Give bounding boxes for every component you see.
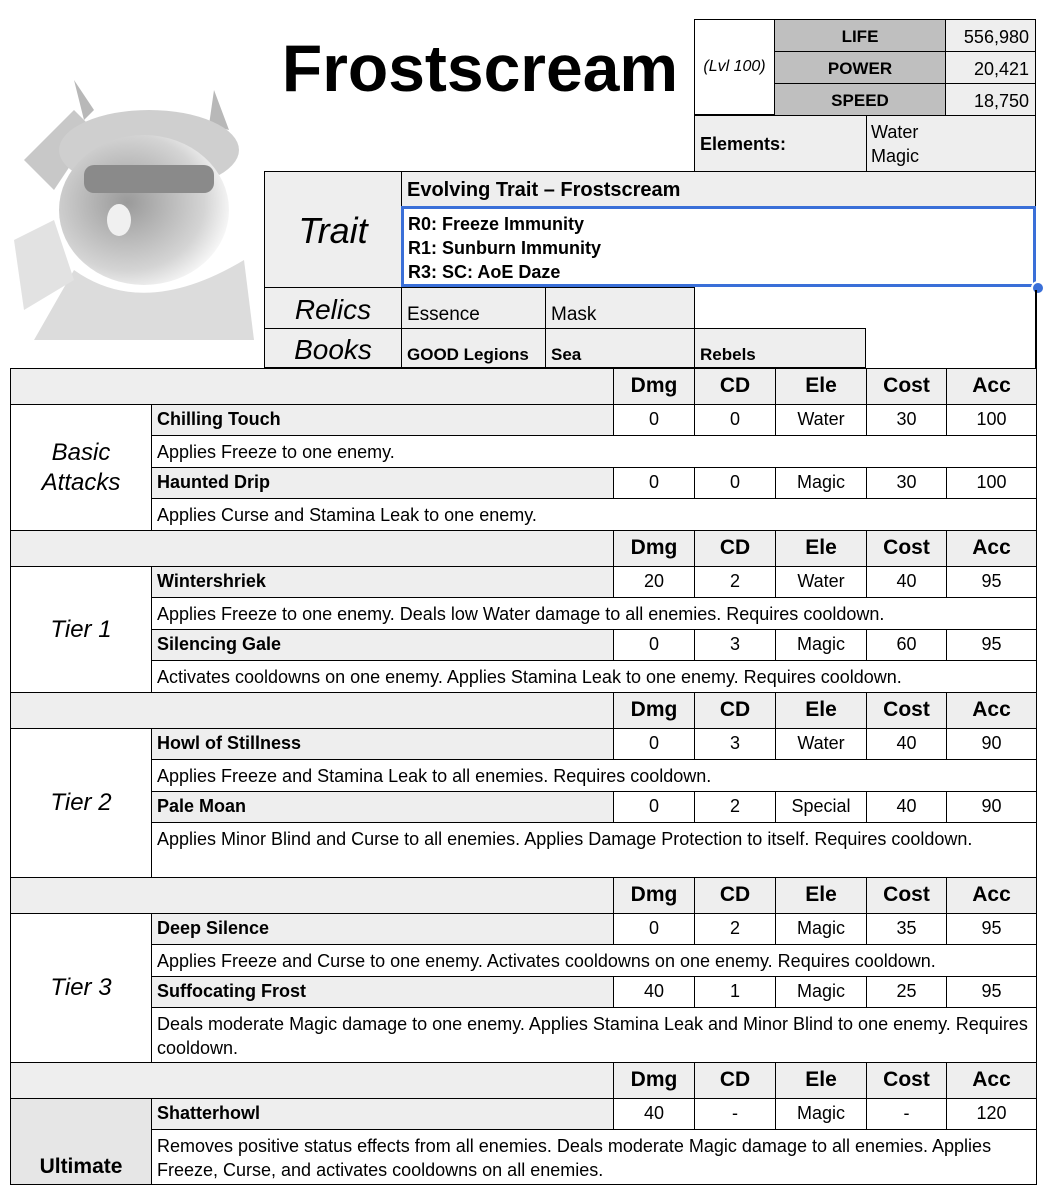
- life-value: 556,980: [945, 19, 1036, 52]
- books-label: [264, 328, 402, 368]
- section-label: [10, 913, 152, 1063]
- section-label: [10, 728, 152, 878]
- element-water: Water: [871, 122, 919, 142]
- skill-dmg: 0: [613, 913, 695, 945]
- skill-cost: 30: [866, 404, 947, 436]
- skill-cost: 40: [866, 728, 947, 760]
- skill-ele: Magic: [775, 913, 867, 945]
- relic-essence: Essence: [401, 287, 546, 329]
- life-label: LIFE: [774, 19, 946, 52]
- skill-description: Applies Minor Blind and Curse to all enemies. Applies Damage Protection to itself. Requires cooldown.: [151, 822, 1037, 878]
- skill-name: Howl of Stillness: [151, 728, 614, 760]
- trait-line-r1: R1: Sunburn Immunity: [408, 238, 601, 258]
- elements-values: [866, 115, 1036, 172]
- book-rebels: Rebels: [694, 328, 866, 368]
- column-header-acc: Acc: [946, 368, 1037, 405]
- column-header-ele: Ele: [775, 1062, 867, 1099]
- skill-acc: 95: [946, 976, 1037, 1008]
- skill-cd: 2: [694, 791, 776, 823]
- section-header-bar: [10, 1062, 614, 1099]
- skill-acc: 100: [946, 404, 1037, 436]
- section-label: [10, 566, 152, 693]
- skill-cd: 3: [694, 629, 776, 661]
- skill-ele: Water: [775, 404, 867, 436]
- skill-acc: 120: [946, 1098, 1037, 1130]
- trait-label-text: Trait: [298, 210, 368, 251]
- column-header-dmg: Dmg: [613, 877, 695, 914]
- trait-title: Evolving Trait – Frostscream: [401, 171, 1036, 207]
- skill-name: Silencing Gale: [151, 629, 614, 661]
- skill-description: Applies Freeze to one enemy. Deals low Water damage to all enemies. Requires cooldown.: [151, 597, 1037, 630]
- book-good-legions: GOOD Legions: [401, 328, 546, 368]
- column-header-cd: CD: [694, 1062, 776, 1099]
- column-header-ele: Ele: [775, 530, 867, 567]
- section-label-text: Basic Attacks: [41, 438, 121, 496]
- skill-description: Applies Freeze and Stamina Leak to all enemies. Requires cooldown.: [151, 759, 1037, 792]
- skill-acc: 90: [946, 791, 1037, 823]
- skill-cost: -: [866, 1098, 947, 1130]
- section-header-bar: [10, 368, 614, 405]
- goblin-hero-portrait-icon: [14, 70, 262, 340]
- section-label-text: Tier 3: [50, 974, 112, 1001]
- column-header-cost: Cost: [866, 368, 947, 405]
- skill-acc: 95: [946, 566, 1037, 598]
- skill-ele: Magic: [775, 976, 867, 1008]
- column-header-cost: Cost: [866, 530, 947, 567]
- column-header-dmg: Dmg: [613, 530, 695, 567]
- trait-label: [264, 171, 402, 288]
- trait-details[interactable]: [401, 206, 1036, 287]
- skill-ele: Special: [775, 791, 867, 823]
- skill-description: Deals moderate Magic damage to one enemy. Applies Stamina Leak and Minor Blind to one enemy. Requires cooldown.: [151, 1007, 1037, 1063]
- skill-cd: 2: [694, 566, 776, 598]
- skill-cd: 0: [694, 404, 776, 436]
- column-header-acc: Acc: [946, 877, 1037, 914]
- skill-cost: 25: [866, 976, 947, 1008]
- level-text: (Lvl 100): [703, 58, 766, 75]
- skill-description: Activates cooldowns on one enemy. Applies Stamina Leak to one enemy. Requires cooldown.: [151, 660, 1037, 693]
- skill-dmg: 40: [613, 976, 695, 1008]
- skill-cd: -: [694, 1098, 776, 1130]
- hero-portrait: [14, 70, 262, 340]
- skill-name: Suffocating Frost: [151, 976, 614, 1008]
- section-header-bar: [10, 877, 614, 914]
- skill-dmg: 0: [613, 791, 695, 823]
- skill-ele: Water: [775, 566, 867, 598]
- column-header-acc: Acc: [946, 530, 1037, 567]
- column-header-dmg: Dmg: [613, 1062, 695, 1099]
- section-header-bar: [10, 692, 614, 729]
- column-header-cost: Cost: [866, 877, 947, 914]
- speed-value: 18,750: [945, 83, 1036, 116]
- column-header-cd: CD: [694, 530, 776, 567]
- section-label-text: Tier 2: [50, 789, 112, 816]
- column-header-acc: Acc: [946, 692, 1037, 729]
- power-value: 20,421: [945, 51, 1036, 84]
- selection-handle[interactable]: [1031, 281, 1045, 295]
- skill-dmg: 0: [613, 404, 695, 436]
- skill-name: Chilling Touch: [151, 404, 614, 436]
- skill-cd: 2: [694, 913, 776, 945]
- skill-acc: 95: [946, 913, 1037, 945]
- skill-name: Shatterhowl: [151, 1098, 614, 1130]
- skill-ele: Water: [775, 728, 867, 760]
- skill-dmg: 40: [613, 1098, 695, 1130]
- book-sea: Sea: [545, 328, 695, 368]
- column-header-cost: Cost: [866, 1062, 947, 1099]
- section-label: [10, 1098, 152, 1185]
- skill-ele: Magic: [775, 467, 867, 499]
- skill-cd: 3: [694, 728, 776, 760]
- divider-line: [1035, 290, 1037, 368]
- skill-name: Wintershriek: [151, 566, 614, 598]
- relics-label-text: Relics: [294, 294, 372, 325]
- skill-acc: 95: [946, 629, 1037, 661]
- skill-dmg: 20: [613, 566, 695, 598]
- skill-ele: Magic: [775, 1098, 867, 1130]
- skill-dmg: 0: [613, 629, 695, 661]
- section-label: [10, 404, 152, 531]
- section-header-bar: [10, 530, 614, 567]
- skill-cd: 1: [694, 976, 776, 1008]
- skill-description: Applies Freeze and Curse to one enemy. Activates cooldowns on one enemy. Requires cooldown.: [151, 944, 1037, 977]
- column-header-cd: CD: [694, 692, 776, 729]
- elements-label-text: Elements:: [700, 134, 787, 154]
- column-header-cd: CD: [694, 368, 776, 405]
- section-label-text: Ultimate: [39, 1155, 123, 1178]
- skill-description: Applies Freeze to one enemy.: [151, 435, 1037, 468]
- hero-name: Frostscream: [281, 31, 679, 105]
- column-header-cd: CD: [694, 877, 776, 914]
- element-magic: Magic: [871, 146, 920, 166]
- skill-description: Applies Curse and Stamina Leak to one enemy.: [151, 498, 1037, 531]
- column-header-cost: Cost: [866, 692, 947, 729]
- column-header-ele: Ele: [775, 692, 867, 729]
- power-label: POWER: [774, 51, 946, 84]
- skill-dmg: 0: [613, 728, 695, 760]
- skill-description: Removes positive status effects from all enemies. Deals moderate Magic damage to all enemies. Applies Freeze, Curse, and activates cooldowns on all enemies.: [151, 1129, 1037, 1185]
- skill-name: Pale Moan: [151, 791, 614, 823]
- section-label-text: Tier 1: [50, 615, 112, 643]
- relic-mask: Mask: [545, 287, 695, 329]
- skill-acc: 100: [946, 467, 1037, 499]
- column-header-ele: Ele: [775, 877, 867, 914]
- skill-name: Deep Silence: [151, 913, 614, 945]
- skill-cd: 0: [694, 467, 776, 499]
- skill-ele: Magic: [775, 629, 867, 661]
- skill-cost: 40: [866, 791, 947, 823]
- skill-cost: 40: [866, 566, 947, 598]
- column-header-ele: Ele: [775, 368, 867, 405]
- column-header-acc: Acc: [946, 1062, 1037, 1099]
- skill-cost: 30: [866, 467, 947, 499]
- skill-dmg: 0: [613, 467, 695, 499]
- books-label-text: Books: [294, 334, 372, 365]
- column-header-dmg: Dmg: [613, 692, 695, 729]
- skill-name: Haunted Drip: [151, 467, 614, 499]
- speed-label: SPEED: [774, 83, 946, 116]
- trait-line-r0: R0: Freeze Immunity: [408, 214, 585, 234]
- trait-line-r3: R3: SC: AoE Daze: [408, 262, 561, 282]
- relics-label: [264, 287, 402, 329]
- skill-cost: 35: [866, 913, 947, 945]
- level-label: [694, 19, 775, 115]
- elements-label: [694, 115, 867, 172]
- skill-cost: 60: [866, 629, 947, 661]
- skill-acc: 90: [946, 728, 1037, 760]
- column-header-dmg: Dmg: [613, 368, 695, 405]
